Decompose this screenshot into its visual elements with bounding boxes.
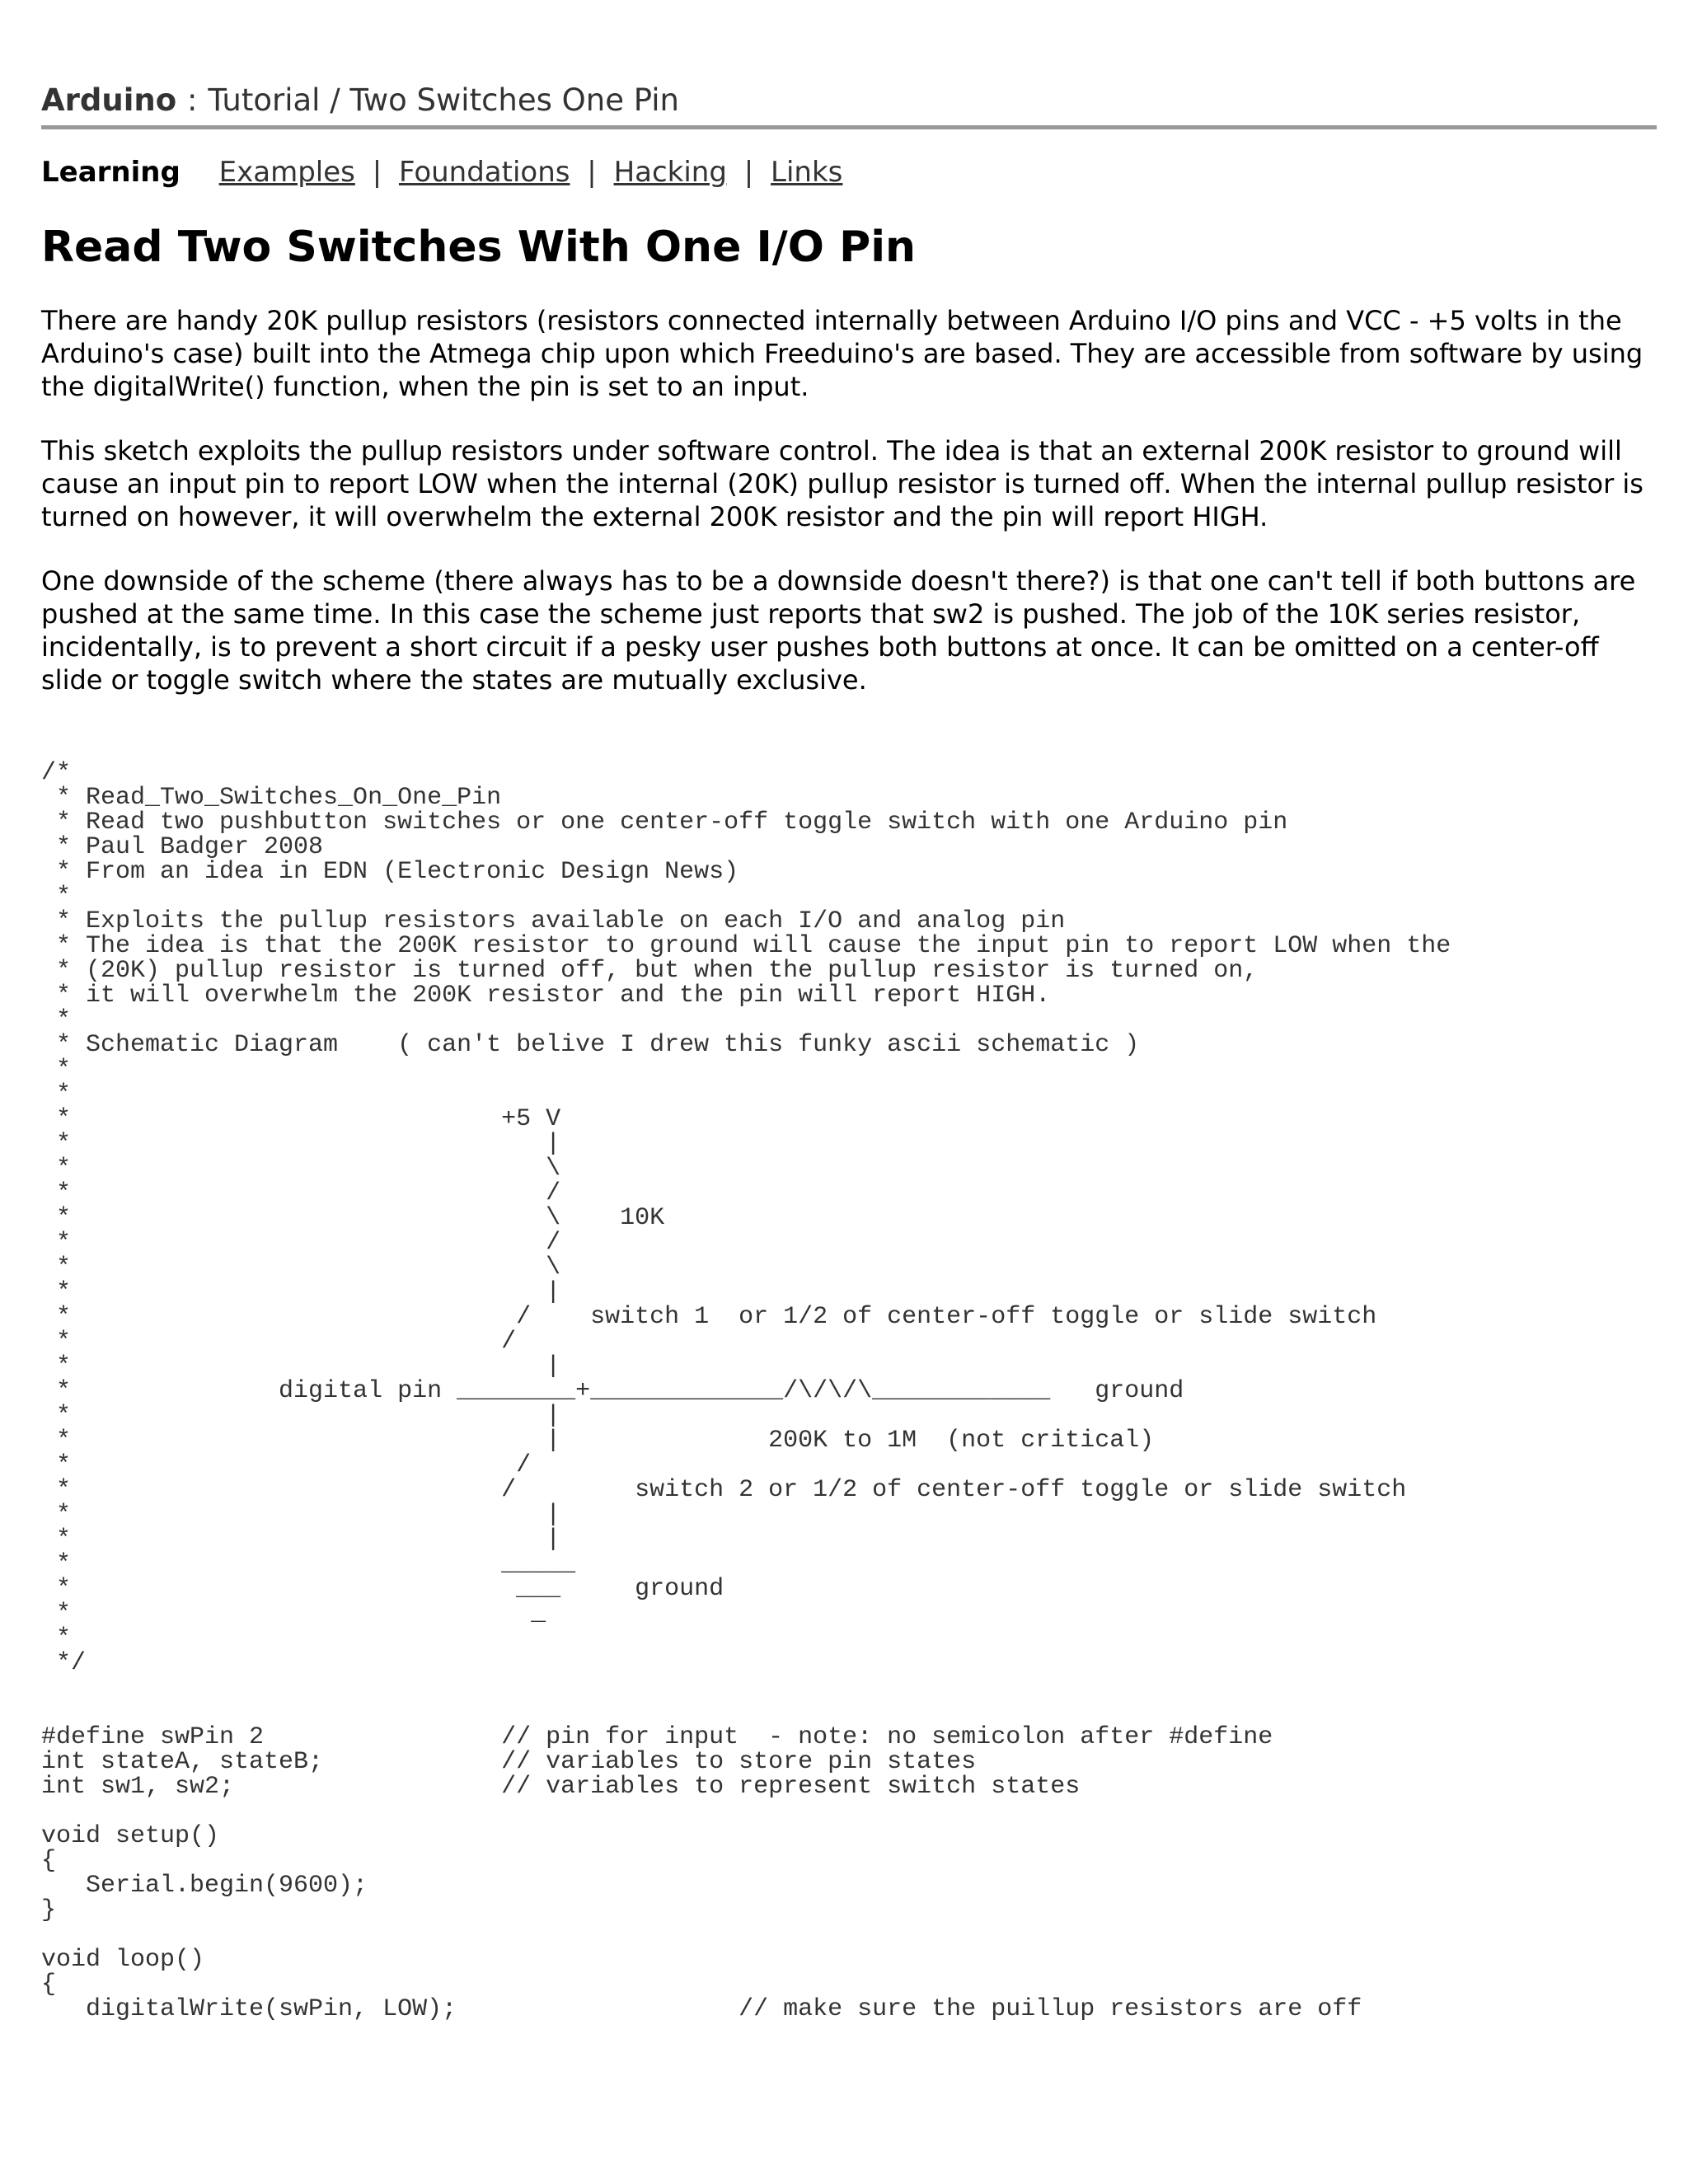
code-listing: /* * Read_Two_Switches_On_One_Pin * Read two pushbutton switches or one center-off toggle switch with one Arduino pin * Paul Badger 2008 * From an idea in EDN (Electronic Design News) * * Exploits the pullup resistors available on each I/O and analog pin * The idea is that the 200K resistor to ground will cause the input pin to report LOW when the * (20K) pullup resistor is turned off, but when the pullup resistor is turned on, * it will overwhelm the 200K resistor and the pin will report HIGH. * * Schematic Diagram ( can't belive I drew this funky ascii schematic ) * * * +5 V * | * \ * / * \ 10K * / * \ * | * / switch 1 or 1/2 of center-off toggle or slide switch * / * | * digital pin ________+_____________/\/\/\____________ ground * | * | 200K to 1M (not critical) * / * / switch 2 or 1/2 of center-off toggle or slide switch * | * | * _____ * ___ ground * _ * */ #define swPin 2 // pin for input - note: no semicolon after #define int stateA, stateB; // variables to store pin states int sw1, sw2; // variables to represent switch states void setup() { Serial.begin(9600); } void loop() { digitalWrite(swPin, LOW); // make sure the puillup resistors are off	[41, 759, 1451, 2023]
subnav-link-foundations[interactable]: Foundations	[398, 156, 570, 189]
page-header	[41, 81, 1657, 129]
intro-paragraph: There are handy 20K pullup resistors (resistors connected internally between Arduino I/O pins and VCC - +5 volts in the Arduino's case) built into the Atmega chip upon which Freeduino's are based. They are accessible from software by using the digitalWrite() function, when the pin is set to an input.	[41, 305, 1643, 402]
subnav-divider: |	[743, 156, 754, 189]
subnav-link-examples[interactable]: Examples	[218, 156, 355, 189]
page-content	[41, 81, 1657, 2022]
learning-subnav	[41, 154, 1657, 190]
breadcrumb: Tutorial / Two Switches One Pin	[208, 82, 680, 118]
explanation-paragraph: This sketch exploits the pullup resistors under software control. The idea is that an external 200K resistor to ground will cause an input pin to report LOW when the internal (20K) pullup resistor is turned off. When the internal pullup resistor is turned on however, it will overwhelm the external 200K resistor and the pin will report HIGH.	[41, 435, 1643, 532]
downside-paragraph: One downside of the scheme (there always has to be a downside doesn't there?) is that one can't tell if both buttons are pushed at the same time. In this case the scheme just reports that sw2 is pushed. The job of the 10K series resistor, incidentally, is to prevent a short circuit if a pesky user pushes both buttons at once. It can be omitted on a center-off slide or toggle switch where the states are mutually exclusive.	[41, 565, 1636, 696]
subnav-link-hacking[interactable]: Hacking	[613, 156, 727, 189]
subnav-link-links[interactable]: Links	[771, 156, 843, 189]
subnav-divider: |	[372, 156, 382, 189]
subnav-section-label: Learning	[41, 156, 181, 189]
site-name: Arduino	[41, 82, 177, 118]
subnav-divider: |	[587, 156, 597, 189]
header-separator: :	[187, 82, 198, 118]
page-title: Read Two Switches With One I/O Pin	[41, 223, 917, 272]
